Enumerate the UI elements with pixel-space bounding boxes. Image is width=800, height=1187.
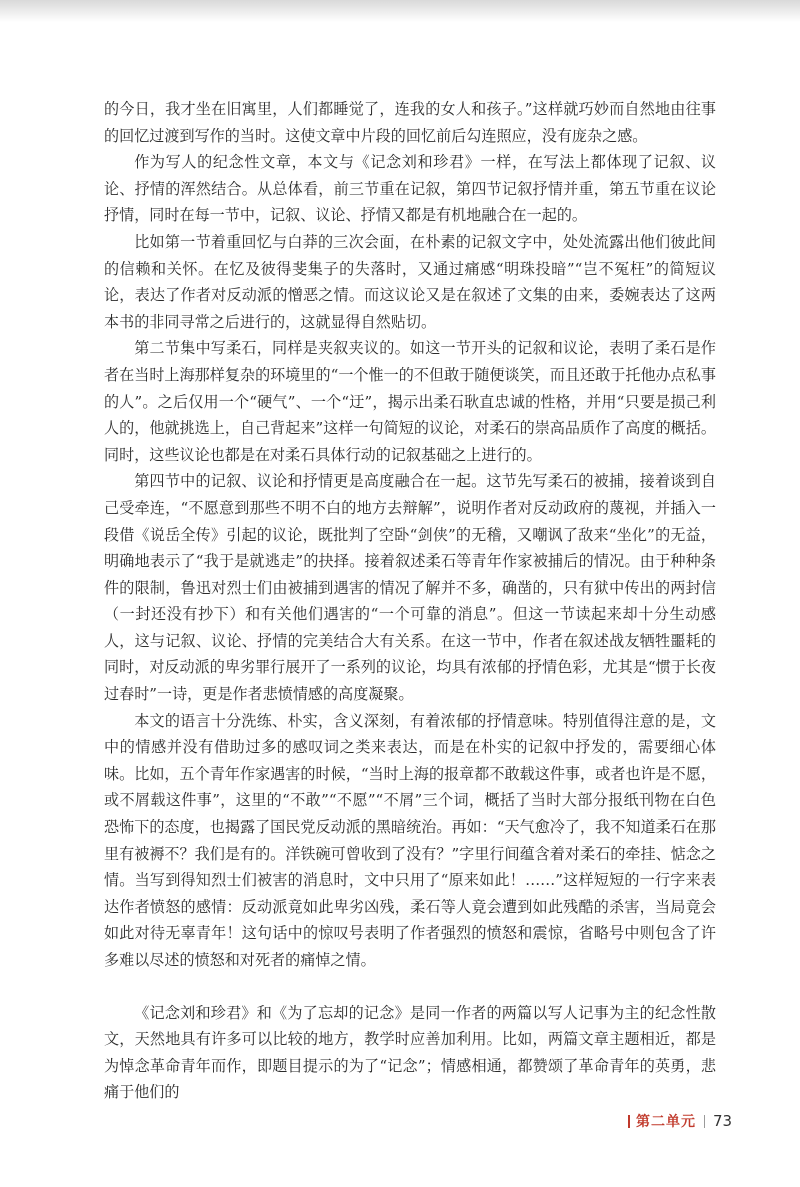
- unit-label: 第二单元: [636, 1114, 696, 1130]
- footer-separator: [704, 1115, 705, 1128]
- paragraph-continued: 的今日，我才坐在旧寓里，人们都睡觉了，连我的女人和孩子。”这样就巧妙而自然地由往事的回忆过渡到写作的当时。这使文章中片段的回忆前后勾连照应，没有庞杂之感。: [104, 100, 716, 145]
- paragraph-writing-style: 作为写人的纪念性文章，本文与《记念刘和珍君》一样，在写法上都体现了记叙、议论、抒情的浑然结合。从总体看，前三节重在记叙，第四节记叙抒情并重，第五节重在议论抒情，同时在每一节中，记叙、议论、抒情又都是有机地融合在一起的。: [104, 153, 716, 225]
- page-footer: [628, 1111, 732, 1131]
- paragraph-section-four: 第四节中的记叙、议论和抒情更是高度融合在一起。这节先写柔石的被捕，接着谈到自己受牵连，“不愿意到那些不明不白的地方去辩解”，说明作者对反动政府的蔑视，并插入一段借《说岳全传》引起的议论，既批判了空卧“剑侠”的无稽，又嘲讽了敌来“坐化”的无益，明确地表示了“我于是就逃走”的抉择。接着叙述柔石等青年作家被捕后的情况。由于种种条件的限制，鲁迅对烈士们由被捕到遇害的情况了解并不多，确凿的，只有狱中传出的两封信（一封还没有抄下）和有关他们遇害的“一个可靠的消息”。但这一节读起来却十分生动感人，这与记叙、议论、抒情的完美结合大有关系。在这一节中，作者在叙述战友牺牲噩耗的同时，对反动派的卑劣罪行展开了一系列的议论，均具有浓郁的抒情色彩，尤其是“惯于长夜过春时”一诗，更是作者悲愤情感的高度凝聚。: [104, 472, 716, 704]
- paragraph-language: 本文的语言十分洗练、朴实，含义深刻，有着浓郁的抒情意味。特别值得注意的是，文中的情感并没有借助过多的感叹词之类来表达，而是在朴实的记叙中抒发的，需要细心体味。比如，五个青年作家遇害的时候，“当时上海的报章都不敢载这件事，或者也许是不愿，或不屑载这件事”，这里的“不敢”“不愿”“不屑”三个词，概括了当时大部分报纸刊物在白色恐怖下的态度，也揭露了国民党反动派的黑暗统治。再如：“天气愈冷了，我不知道柔石在那里有被褥不？我们是有的。洋铁碗可曾收到了没有？”字里行间蕴含着对柔石的牵挂、惦念之情。当写到得知烈士们被害的消息时，文中只用了“原来如此！……”这样短短的一行字来表达作者愤怒的感情：反动派竟如此卑劣凶残，柔石等人竟会遭到如此残酷的杀害，当局竟会如此对待无辜青年！这句话中的惊叹号表明了作者强烈的愤怒和震惊，省略号中则包含了许多难以尽述的愤怒和对死者的痛悼之情。: [104, 711, 716, 969]
- paragraph-comparison: 《记念刘和珍君》和《为了忘却的记念》是同一作者的两篇以写人记事为主的纪念性散文，天然地具有许多可以比较的地方，教学时应善加利用。比如，两篇文章主题相近，都是为悼念革命青年而作，即题目提示的为了“记念”；情感相通，都赞颂了革命青年的英勇，悲痛于他们的: [104, 1003, 716, 1102]
- page-number: 73: [713, 1112, 733, 1130]
- text-body: [104, 96, 716, 1106]
- section-gap: [104, 974, 716, 1000]
- footer-accent-bar: [628, 1115, 630, 1128]
- paragraph-section-one: 比如第一节着重回忆与白莽的三次会面，在朴素的记叙文字中，处处流露出他们彼此间的信赖和关怀。在忆及彼得斐集子的失落时，又通过痛感“明珠投暗”“岂不冤枉”的简短议论，表达了作者对反动派的憎恶之情。而这议论又是在叙述了文集的由来，委婉表达了这两本书的非同寻常之后进行的，这就显得自然贴切。: [104, 232, 716, 331]
- page-top-shadow: [0, 0, 800, 22]
- paragraph-section-two: 第二节集中写柔石，同样是夹叙夹议的。如这一节开头的记叙和议论，表明了柔石是作者在当时上海那样复杂的环境里的“一个惟一的不但敢于随便谈笑，而且还敢于托他办点私事的人”。之后仅用一个“硬气”、一个“迂”，揭示出柔石耿直忠诚的性格，并用“只要是损己利人的，他就挑选上，自己背起来”这样一句简短的议论，对柔石的崇高品质作了高度的概括。同时，这些议论也都是在对柔石具体行动的记叙基础之上进行的。: [104, 339, 716, 464]
